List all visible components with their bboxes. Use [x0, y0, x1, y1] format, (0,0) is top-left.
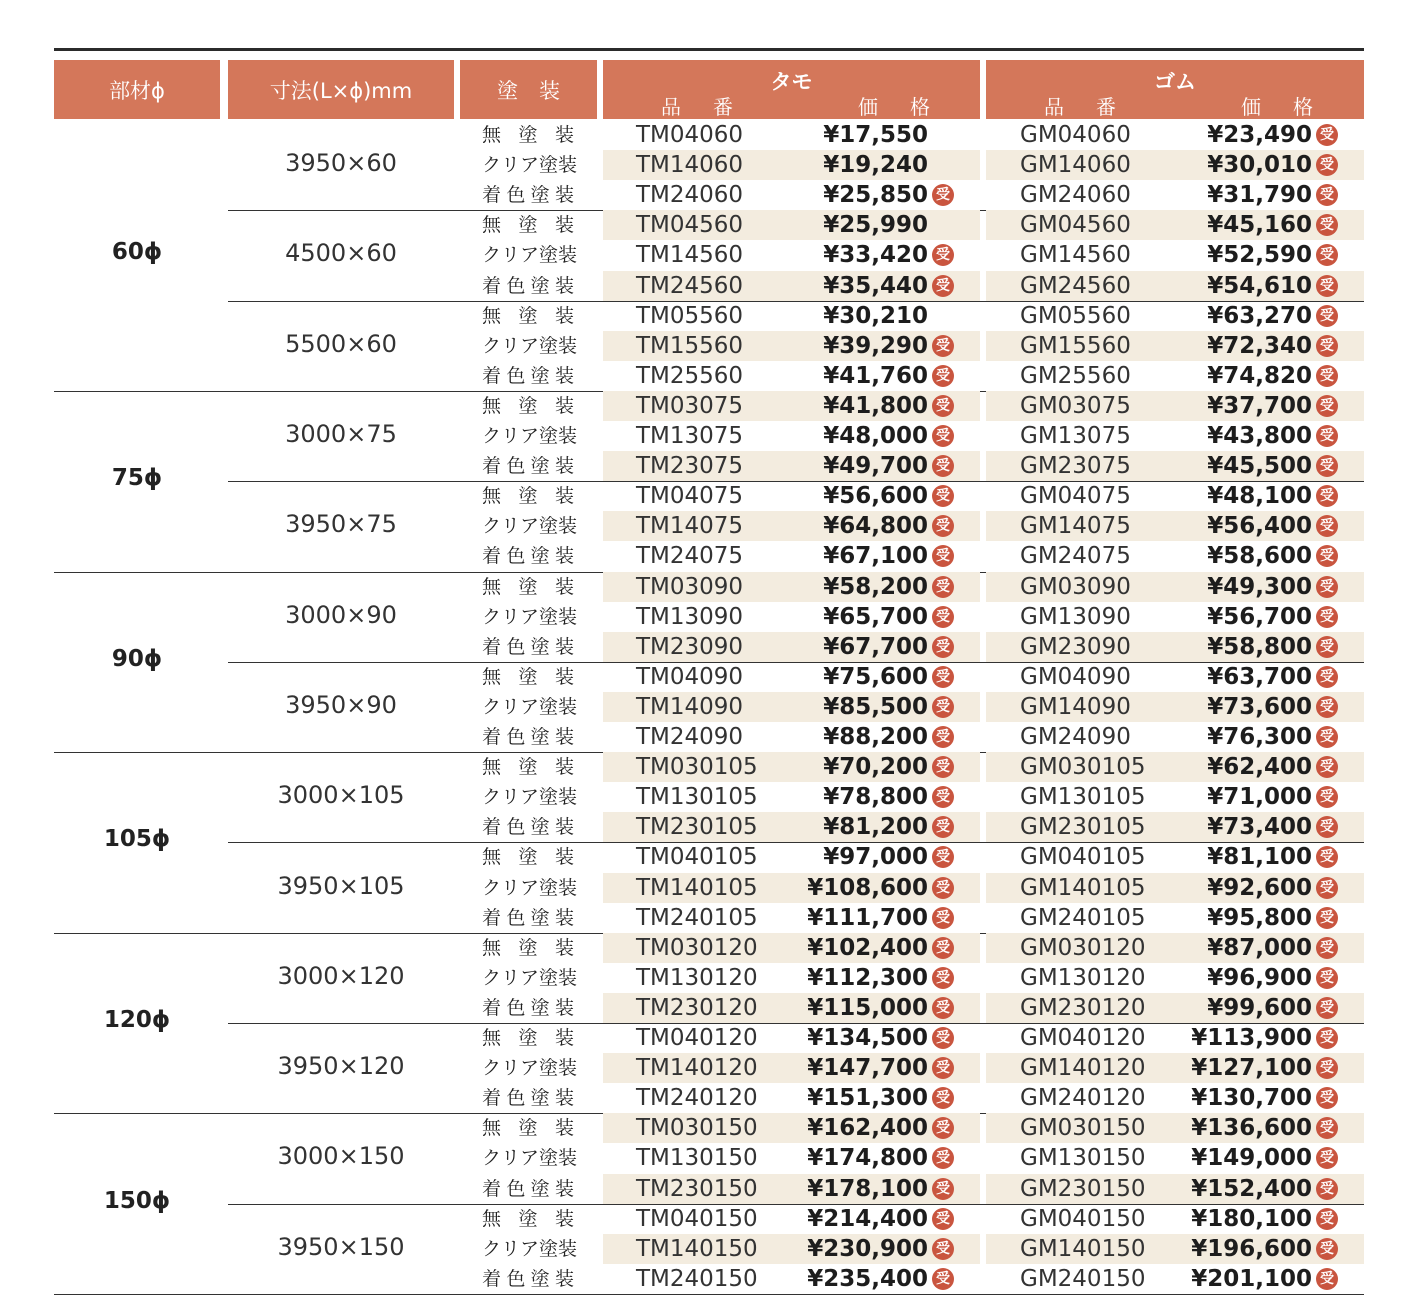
diameter-label: 60ϕ	[111, 239, 163, 266]
size-label: 3950×75	[285, 510, 397, 539]
paint-type: 無塗装	[482, 1207, 574, 1230]
tamo-price: ¥115,000	[807, 994, 928, 1021]
tamo-code: TM13090	[636, 603, 744, 630]
gomu-code: GM23090	[1020, 633, 1131, 660]
tamo-price: ¥147,700	[807, 1055, 928, 1082]
order-mark-icon: 受	[932, 545, 954, 567]
paint-type: 着色塗装	[482, 455, 574, 478]
tamo-code: TM030120	[636, 934, 758, 961]
gomu-price: ¥52,590	[1207, 242, 1312, 269]
order-mark-icon: 受	[1316, 395, 1338, 417]
header-size: 寸法(L×ϕ)mm	[228, 60, 454, 119]
tamo-code: TM040150	[636, 1205, 758, 1232]
tamo-price: ¥19,240	[823, 152, 928, 179]
gomu-price: ¥37,700	[1207, 392, 1312, 419]
tamo-code: TM030150	[636, 1115, 758, 1142]
gomu-code: GM240150	[1020, 1265, 1146, 1292]
paint-type: クリア塗装	[482, 154, 578, 177]
diameter-label: 150ϕ	[103, 1187, 171, 1214]
gomu-price: ¥201,100	[1191, 1265, 1312, 1292]
order-mark-icon: 受	[1316, 1087, 1338, 1109]
size-label: 3950×105	[277, 871, 405, 900]
gomu-code: GM030150	[1020, 1115, 1146, 1142]
order-mark-icon: 受	[1316, 455, 1338, 477]
paint-type: 着色塗装	[482, 726, 574, 748]
size-label: 4500×60	[285, 239, 397, 268]
gomu-price: ¥30,010	[1207, 152, 1312, 179]
size-label: 3000×75	[285, 420, 397, 449]
gomu-price: ¥49,300	[1207, 573, 1312, 600]
order-mark-icon: 受	[1316, 1238, 1338, 1260]
order-mark-icon: 受	[932, 786, 954, 808]
order-mark-icon: 受	[1316, 967, 1338, 989]
diameter-label: 75ϕ	[111, 465, 163, 492]
tamo-code: TM140150	[636, 1235, 758, 1262]
tamo-price: ¥35,440	[823, 272, 928, 299]
order-mark-icon: 受	[1316, 365, 1338, 387]
gomu-price: ¥136,600	[1191, 1115, 1312, 1142]
order-mark-icon: 受	[932, 606, 954, 628]
order-mark-icon: 受	[932, 515, 954, 537]
tamo-code: TM230150	[636, 1175, 758, 1202]
order-mark-icon: 受	[932, 696, 954, 718]
order-mark-icon: 受	[1316, 576, 1338, 598]
order-mark-icon: 受	[932, 877, 954, 899]
gomu-price: ¥72,340	[1207, 332, 1312, 359]
paint-type: クリア塗装	[482, 1057, 578, 1080]
order-mark-icon: 受	[1316, 846, 1338, 868]
order-mark-icon: 受	[1316, 997, 1338, 1019]
order-mark-icon: 受	[932, 816, 954, 838]
size-label: 3000×105	[277, 781, 405, 810]
gomu-code: GM04060	[1020, 122, 1131, 148]
tamo-price: ¥78,800	[823, 784, 928, 811]
paint-type: 着色塗装	[482, 635, 574, 658]
order-mark-icon: 受	[1316, 937, 1338, 959]
order-mark-icon: 受	[932, 1027, 954, 1049]
paint-type: 着色塗装	[482, 906, 574, 929]
paint-type: クリア塗装	[482, 1237, 578, 1260]
paint-type: クリア塗装	[482, 1147, 578, 1170]
gomu-code: GM240120	[1020, 1085, 1146, 1112]
tamo-code: TM24560	[636, 272, 744, 299]
gomu-code: GM130150	[1020, 1145, 1146, 1172]
order-mark-icon: 受	[932, 455, 954, 477]
tamo-price: ¥67,700	[823, 633, 928, 660]
order-mark-icon: 受	[932, 1238, 954, 1260]
gomu-code: GM04560	[1020, 212, 1131, 239]
order-mark-icon: 受	[1316, 1057, 1338, 1079]
paint-type: 着色塗装	[482, 1177, 574, 1200]
order-mark-icon: 受	[932, 756, 954, 778]
header-paint: 塗 装	[460, 60, 597, 119]
order-mark-icon: 受	[1316, 244, 1338, 266]
tamo-price: ¥108,600	[807, 874, 928, 901]
gomu-price: ¥58,600	[1207, 543, 1312, 570]
paint-type: 無塗装	[482, 214, 574, 237]
paint-type: クリア塗装	[482, 515, 578, 538]
gomu-code: GM24560	[1020, 272, 1131, 299]
tamo-price: ¥214,400	[807, 1205, 928, 1232]
order-mark-icon: 受	[1316, 786, 1338, 808]
paint-type: クリア塗装	[482, 786, 578, 809]
tamo-code: TM14090	[636, 693, 744, 720]
gomu-price: ¥58,800	[1207, 633, 1312, 660]
header-diameter: 部材ϕ	[54, 60, 220, 119]
tamo-code: TM04560	[636, 212, 744, 239]
size-label: 3950×90	[285, 690, 397, 719]
size-label: 3000×120	[277, 961, 405, 990]
tamo-price: ¥162,400	[807, 1115, 928, 1142]
tamo-code: TM130150	[636, 1145, 758, 1172]
diameter-label: 105ϕ	[103, 826, 171, 853]
gomu-price: ¥73,600	[1207, 693, 1312, 720]
paint-type: 着色塗装	[482, 816, 574, 839]
order-mark-icon: 受	[932, 907, 954, 929]
order-mark-icon: 受	[1316, 696, 1338, 718]
gomu-price: ¥149,000	[1191, 1145, 1312, 1172]
tamo-price: ¥64,800	[823, 513, 928, 540]
order-mark-icon: 受	[932, 1208, 954, 1230]
order-mark-icon: 受	[1316, 606, 1338, 628]
tamo-code: TM130105	[636, 784, 758, 811]
diameter-label: 90ϕ	[111, 645, 163, 672]
tamo-code: TM140105	[636, 874, 758, 901]
gomu-price: ¥45,160	[1207, 212, 1312, 239]
order-mark-icon: 受	[932, 967, 954, 989]
gomu-price: ¥113,900	[1191, 1025, 1312, 1051]
gomu-code: GM23075	[1020, 453, 1131, 480]
gomu-code: GM030105	[1020, 754, 1146, 781]
order-mark-icon: 受	[932, 576, 954, 598]
gomu-price: ¥45,500	[1207, 453, 1312, 480]
tamo-price: ¥230,900	[807, 1235, 928, 1262]
tamo-price: ¥25,850	[823, 182, 928, 209]
tamo-code: TM04060	[636, 122, 744, 148]
order-mark-icon: 受	[932, 425, 954, 447]
gomu-price: ¥23,490	[1207, 122, 1312, 148]
order-mark-icon: 受	[1316, 1268, 1338, 1290]
tamo-price: ¥17,550	[823, 122, 928, 148]
order-mark-icon: 受	[1316, 726, 1338, 748]
gomu-price: ¥92,600	[1207, 874, 1312, 901]
gomu-price: ¥96,900	[1207, 964, 1312, 991]
gomu-price: ¥130,700	[1191, 1085, 1312, 1112]
tamo-code: TM230120	[636, 994, 758, 1021]
gomu-price: ¥99,600	[1207, 994, 1312, 1021]
order-mark-icon: 受	[1316, 214, 1338, 236]
order-mark-icon: 受	[932, 1178, 954, 1200]
order-mark-icon: 受	[932, 666, 954, 688]
paint-type: 無塗装	[482, 304, 574, 327]
paint-type: クリア塗装	[482, 695, 578, 718]
paint-type: 無塗装	[482, 1117, 574, 1140]
paint-type: 無塗装	[482, 1027, 574, 1049]
paint-type: 着色塗装	[482, 364, 574, 387]
gomu-code: GM24075	[1020, 543, 1131, 570]
paint-type: 着色塗装	[482, 1267, 574, 1290]
tamo-code: TM240120	[636, 1085, 758, 1112]
tamo-code: TM14560	[636, 242, 744, 269]
paint-type: 着色塗装	[482, 184, 574, 207]
gomu-code: GM13075	[1020, 423, 1131, 449]
paint-type: 着色塗装	[482, 274, 574, 297]
paint-type: 無塗装	[482, 846, 574, 869]
gomu-code: GM130120	[1020, 964, 1146, 991]
gomu-code: GM230105	[1020, 814, 1146, 841]
order-mark-icon: 受	[932, 275, 954, 297]
paint-type: 着色塗装	[482, 1087, 574, 1110]
tamo-code: TM240105	[636, 904, 758, 931]
paint-type: クリア塗装	[482, 244, 578, 267]
tamo-price: ¥81,200	[823, 814, 928, 841]
gomu-code: GM140105	[1020, 874, 1146, 901]
gomu-code: GM04090	[1020, 663, 1131, 690]
gomu-price: ¥74,820	[1207, 362, 1312, 389]
header-gomu-price: 価 格	[1241, 95, 1319, 119]
gomu-code: GM25560	[1020, 362, 1131, 389]
size-label: 3950×120	[277, 1052, 405, 1081]
gomu-price: ¥31,790	[1207, 182, 1312, 209]
tamo-price: ¥48,000	[823, 423, 928, 449]
paint-type: 着色塗装	[482, 996, 574, 1019]
tamo-code: TM24090	[636, 724, 744, 750]
order-mark-icon: 受	[1316, 485, 1338, 507]
gomu-price: ¥48,100	[1207, 483, 1312, 510]
header-tamo-title: タモ	[770, 70, 813, 94]
tamo-price: ¥41,800	[823, 392, 928, 419]
tamo-code: TM14060	[636, 152, 744, 179]
order-mark-icon: 受	[1316, 335, 1338, 357]
order-mark-icon: 受	[1316, 877, 1338, 899]
order-mark-icon: 受	[1316, 816, 1338, 838]
tamo-price: ¥25,990	[823, 212, 928, 239]
tamo-code: TM130120	[636, 964, 758, 991]
gomu-code: GM24090	[1020, 724, 1131, 750]
gomu-price: ¥73,400	[1207, 814, 1312, 841]
tamo-code: TM15560	[636, 332, 744, 359]
order-mark-icon: 受	[1316, 124, 1338, 146]
paint-type: 無塗装	[482, 394, 574, 417]
header-gomu-code: 品 番	[1044, 95, 1122, 119]
tamo-price: ¥56,600	[823, 483, 928, 510]
order-mark-icon: 受	[1316, 666, 1338, 688]
gomu-code: GM130105	[1020, 784, 1146, 811]
paint-type: クリア塗装	[482, 966, 578, 989]
group-divider	[54, 1294, 1364, 1295]
order-mark-icon: 受	[1316, 515, 1338, 537]
tamo-price: ¥174,800	[807, 1145, 928, 1172]
diameter-label: 120ϕ	[103, 1007, 171, 1033]
order-mark-icon: 受	[932, 726, 954, 748]
order-mark-icon: 受	[932, 937, 954, 959]
header-tamo-price: 価 格	[858, 95, 936, 119]
order-mark-icon: 受	[932, 335, 954, 357]
size-label: 3950×60	[285, 149, 397, 178]
tamo-price: ¥75,600	[823, 663, 928, 690]
gomu-code: GM03075	[1020, 392, 1131, 419]
order-mark-icon: 受	[932, 365, 954, 387]
order-mark-icon: 受	[1316, 1178, 1338, 1200]
paint-type: クリア塗装	[482, 425, 578, 447]
paint-type: クリア塗装	[482, 334, 578, 357]
gomu-code: GM24060	[1020, 182, 1131, 209]
order-mark-icon: 受	[1316, 184, 1338, 206]
gomu-price: ¥63,270	[1207, 302, 1312, 329]
tamo-code: TM05560	[636, 302, 744, 329]
gomu-price: ¥127,100	[1191, 1055, 1312, 1082]
tamo-price: ¥112,300	[807, 964, 928, 991]
order-mark-icon: 受	[1316, 425, 1338, 447]
gomu-code: GM140120	[1020, 1055, 1146, 1082]
tamo-price: ¥235,400	[807, 1265, 928, 1292]
gomu-price: ¥43,800	[1207, 423, 1312, 449]
gomu-price: ¥196,600	[1191, 1235, 1312, 1262]
gomu-code: GM05560	[1020, 302, 1131, 329]
order-mark-icon: 受	[1316, 1027, 1338, 1049]
gomu-code: GM14060	[1020, 152, 1131, 179]
order-mark-icon: 受	[932, 244, 954, 266]
order-mark-icon: 受	[1316, 275, 1338, 297]
gomu-code: GM15560	[1020, 332, 1131, 359]
tamo-code: TM040120	[636, 1025, 758, 1051]
order-mark-icon: 受	[1316, 1147, 1338, 1169]
tamo-price: ¥102,400	[807, 934, 928, 961]
tamo-code: TM03075	[636, 392, 744, 419]
order-mark-icon: 受	[932, 636, 954, 658]
gomu-price: ¥87,000	[1207, 934, 1312, 961]
paint-type: 無塗装	[482, 936, 574, 959]
tamo-code: TM240150	[636, 1265, 758, 1292]
gomu-code: GM14560	[1020, 242, 1131, 269]
gomu-code: GM230150	[1020, 1175, 1146, 1202]
tamo-price: ¥178,100	[807, 1175, 928, 1202]
paint-type: クリア塗装	[482, 605, 578, 628]
paint-type: 無塗装	[482, 485, 574, 508]
order-mark-icon: 受	[932, 395, 954, 417]
tamo-code: TM230105	[636, 814, 758, 841]
tamo-price: ¥151,300	[807, 1085, 928, 1112]
gomu-code: GM04075	[1020, 483, 1131, 510]
tamo-code: TM03090	[636, 573, 744, 600]
order-mark-icon: 受	[1316, 1117, 1338, 1139]
size-label: 3000×90	[285, 600, 397, 629]
tamo-code: TM23090	[636, 633, 744, 660]
order-mark-icon: 受	[932, 846, 954, 868]
order-mark-icon: 受	[1316, 1208, 1338, 1230]
tamo-price: ¥134,500	[807, 1025, 928, 1051]
order-mark-icon: 受	[1316, 154, 1338, 176]
tamo-price: ¥58,200	[823, 573, 928, 600]
order-mark-icon: 受	[932, 184, 954, 206]
gomu-price: ¥56,700	[1207, 603, 1312, 630]
gomu-price: ¥71,000	[1207, 784, 1312, 811]
gomu-code: GM14075	[1020, 513, 1131, 540]
header-tamo-code: 品 番	[661, 95, 739, 119]
paint-type: 無塗装	[482, 575, 574, 598]
tamo-code: TM04090	[636, 663, 744, 690]
tamo-price: ¥85,500	[823, 693, 928, 720]
gomu-price: ¥152,400	[1191, 1175, 1312, 1202]
gomu-price: ¥62,400	[1207, 754, 1312, 781]
gomu-price: ¥81,100	[1207, 844, 1312, 871]
gomu-code: GM230120	[1020, 994, 1146, 1021]
tamo-code: TM030105	[636, 754, 758, 781]
header-gomu-title: ゴム	[1154, 70, 1196, 94]
order-mark-icon: 受	[932, 1087, 954, 1109]
tamo-code: TM040105	[636, 844, 758, 871]
gomu-price: ¥54,610	[1207, 272, 1312, 299]
tamo-price: ¥41,760	[823, 362, 928, 389]
tamo-price: ¥30,210	[823, 302, 928, 329]
gomu-code: GM03090	[1020, 573, 1131, 600]
order-mark-icon: 受	[932, 1268, 954, 1290]
order-mark-icon: 受	[932, 1117, 954, 1139]
tamo-code: TM25560	[636, 362, 744, 389]
tamo-price: ¥88,200	[823, 724, 928, 750]
tamo-code: TM14075	[636, 513, 744, 540]
gomu-code: GM14090	[1020, 693, 1131, 720]
paint-type: 無塗装	[482, 756, 574, 779]
gomu-price: ¥56,400	[1207, 513, 1312, 540]
tamo-price: ¥67,100	[823, 543, 928, 570]
order-mark-icon: 受	[1316, 756, 1338, 778]
tamo-code: TM140120	[636, 1055, 758, 1082]
gomu-code: GM140150	[1020, 1235, 1146, 1262]
gomu-code: GM040150	[1020, 1205, 1146, 1232]
order-mark-icon: 受	[932, 997, 954, 1019]
paint-type: 無塗装	[482, 124, 574, 146]
size-label: 5500×60	[285, 329, 397, 358]
gomu-code: GM040120	[1020, 1025, 1146, 1051]
tamo-price: ¥39,290	[823, 332, 928, 359]
tamo-price: ¥70,200	[823, 754, 928, 781]
tamo-code: TM24075	[636, 543, 744, 570]
order-mark-icon: 受	[932, 1147, 954, 1169]
order-mark-icon: 受	[1316, 305, 1338, 327]
paint-type: 無塗装	[482, 665, 574, 688]
gomu-price: ¥180,100	[1191, 1205, 1312, 1232]
tamo-code: TM13075	[636, 423, 744, 449]
paint-type: クリア塗装	[482, 876, 578, 899]
tamo-price: ¥33,420	[823, 242, 928, 269]
order-mark-icon: 受	[932, 1057, 954, 1079]
gomu-code: GM030120	[1020, 934, 1146, 961]
tamo-price: ¥49,700	[823, 453, 928, 480]
tamo-code: TM23075	[636, 453, 744, 480]
gomu-code: GM13090	[1020, 603, 1131, 630]
tamo-price: ¥111,700	[807, 904, 928, 931]
tamo-code: TM04075	[636, 483, 744, 510]
tamo-code: TM24060	[636, 182, 744, 209]
size-label: 3950×150	[277, 1232, 405, 1261]
gomu-code: GM240105	[1020, 904, 1146, 931]
gomu-price: ¥76,300	[1207, 724, 1312, 750]
tamo-price: ¥97,000	[823, 844, 928, 871]
size-label: 3000×150	[277, 1142, 405, 1171]
order-mark-icon: 受	[1316, 907, 1338, 929]
order-mark-icon: 受	[1316, 545, 1338, 567]
gomu-price: ¥95,800	[1207, 904, 1312, 931]
order-mark-icon: 受	[1316, 636, 1338, 658]
tamo-price: ¥65,700	[823, 603, 928, 630]
gomu-price: ¥63,700	[1207, 663, 1312, 690]
gomu-code: GM040105	[1020, 844, 1146, 871]
paint-type: 着色塗装	[482, 545, 574, 568]
order-mark-icon: 受	[932, 485, 954, 507]
